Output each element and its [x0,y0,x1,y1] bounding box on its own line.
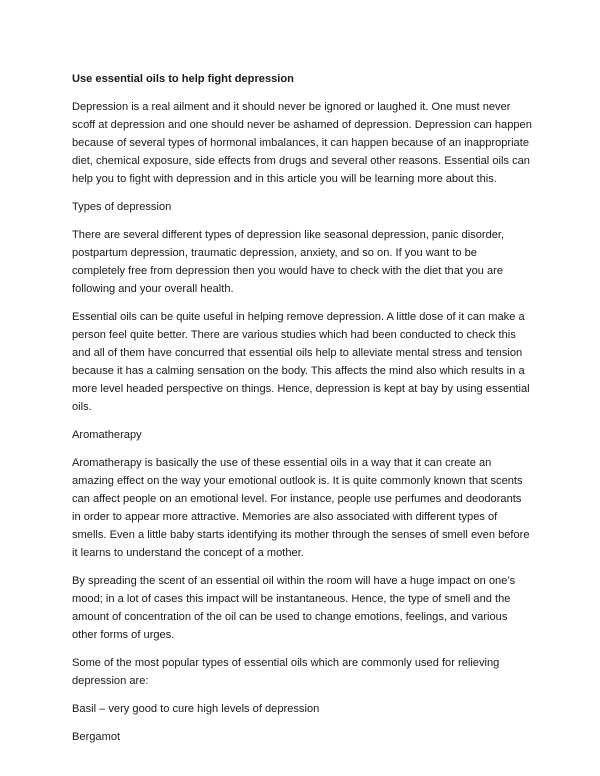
paragraph-aromatherapy: Aromatherapy is basically the use of these essential oils in a way that it can create an amazing effect on the way your emotional outlook is. It is quite commonly known that scents can affect people on an emotional level. For instance, people use perfumes and deodorants in order to appear more attractive. Memories are also associated with different types of smells. Even a little baby starts identifying its mother through the senses of smell even before it learns to understand the concept of a mother. [72,457,530,559]
paragraph-essential-oils: Essential oils can be quite useful in helping remove depression. A little dose of it can make a person feel quite better. There are various studies which had been conducted to check this and all of them have concurred that essential oils help to alleviate mental stress and tension because it has a calming sensation on the body. This affects the mind also which results in a more level headed perspective on things. Hence, depression is kept at bay by using essential oils. [72,311,530,413]
list-item-bergamot: Bergamot [72,731,121,743]
document-title: Use essential oils to help fight depression [72,73,294,85]
paragraph-types: There are several different types of depression like seasonal depression, panic disorder, postpartum depression, traumatic depression, anxiety, and so on. If you want to be completely free from depression then you would have to check with the diet that you are following and your overall health. [72,229,505,295]
heading-types-of-depression: Types of depression [72,201,172,213]
paragraph-popular-oils: Some of the most popular types of essential oils which are commonly used for relieving depression are: [72,657,500,687]
list-item-basil: Basil – very good to cure high levels of depression [72,703,320,715]
document-body [72,70,532,756]
heading-aromatherapy: Aromatherapy [72,429,142,441]
paragraph-spreading-scent: By spreading the scent of an essential oil within the room will have a huge impact on one’s mood; in a lot of cases this impact will be instantaneous. Hence, the type of smell and the amount of concentration of the oil can be used to change emotions, feelings, and various other forms of urges. [72,575,516,641]
paragraph-intro: Depression is a real ailment and it should never be ignored or laughed it. One must never scoff at depression and one should never be ashamed of depression. Depression can happen because of several types of hormonal imbalances, it can happen because of an inappropriate diet, chemical exposure, side effects from drugs and several other reasons. Essential oils can help you to fight with depression and in this article you will be learning more about this. [72,101,532,185]
